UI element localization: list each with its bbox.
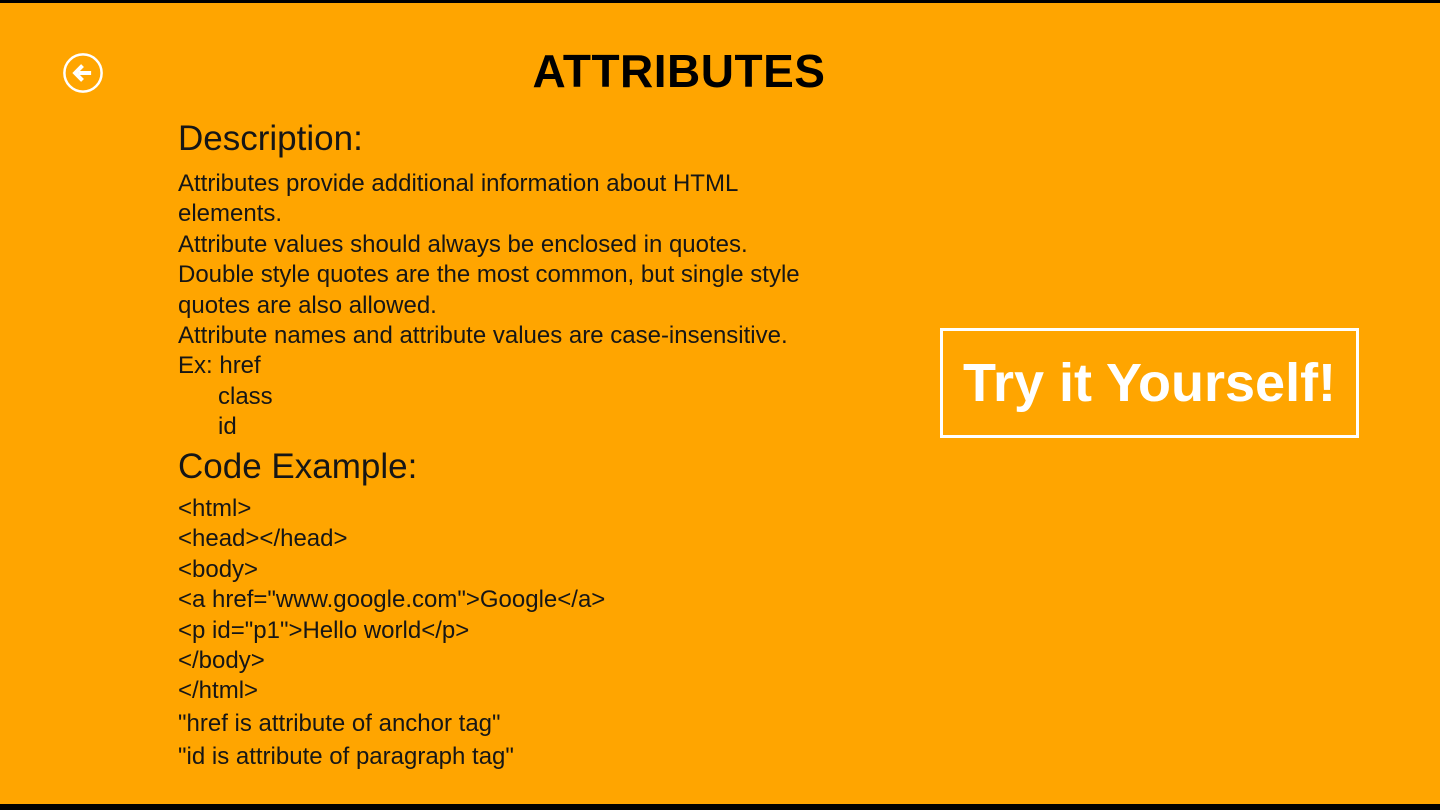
back-button[interactable] <box>62 52 104 94</box>
page-title: ATTRIBUTES <box>532 45 826 97</box>
code-note-line: "id is attribute of paragraph tag" <box>178 742 514 770</box>
try-it-yourself-button[interactable] <box>940 328 1359 438</box>
top-edge-bar <box>0 0 1440 3</box>
code-line: <p id="p1">Hello world</p> <box>178 616 470 644</box>
description-line: id <box>218 413 237 441</box>
description-heading: Description: <box>178 119 363 158</box>
back-arrow-icon <box>62 52 104 94</box>
bottom-edge-bar <box>0 804 1440 810</box>
code-line: <head></head> <box>178 525 348 553</box>
description-text <box>178 169 800 443</box>
code-line: <html> <box>178 495 252 522</box>
try-it-yourself-label: Try it Yourself! <box>962 353 1337 413</box>
description-line: Attribute values should always be enclosed in quotes. <box>178 230 748 258</box>
description-line: Attributes provide additional information about HTML <box>178 170 739 197</box>
code-line: </html> <box>178 677 259 705</box>
code-line: <a href="www.google.com">Google</a> <box>178 586 606 614</box>
description-line: Ex: href <box>178 352 261 380</box>
description-line: Double style quotes are the most common, but single style <box>178 261 800 289</box>
code-example-text <box>178 494 605 707</box>
code-note-line: "href is attribute of anchor tag" <box>178 710 501 737</box>
description-line: quotes are also allowed. <box>178 291 437 319</box>
code-line: <body> <box>178 555 259 583</box>
description-line: Attribute names and attribute values are case-insensitive. <box>178 322 788 350</box>
description-line: class <box>218 382 273 410</box>
code-example-notes <box>178 708 514 774</box>
code-line: </body> <box>178 647 265 675</box>
code-example-heading: Code Example: <box>178 447 418 486</box>
description-line: elements. <box>178 200 283 228</box>
